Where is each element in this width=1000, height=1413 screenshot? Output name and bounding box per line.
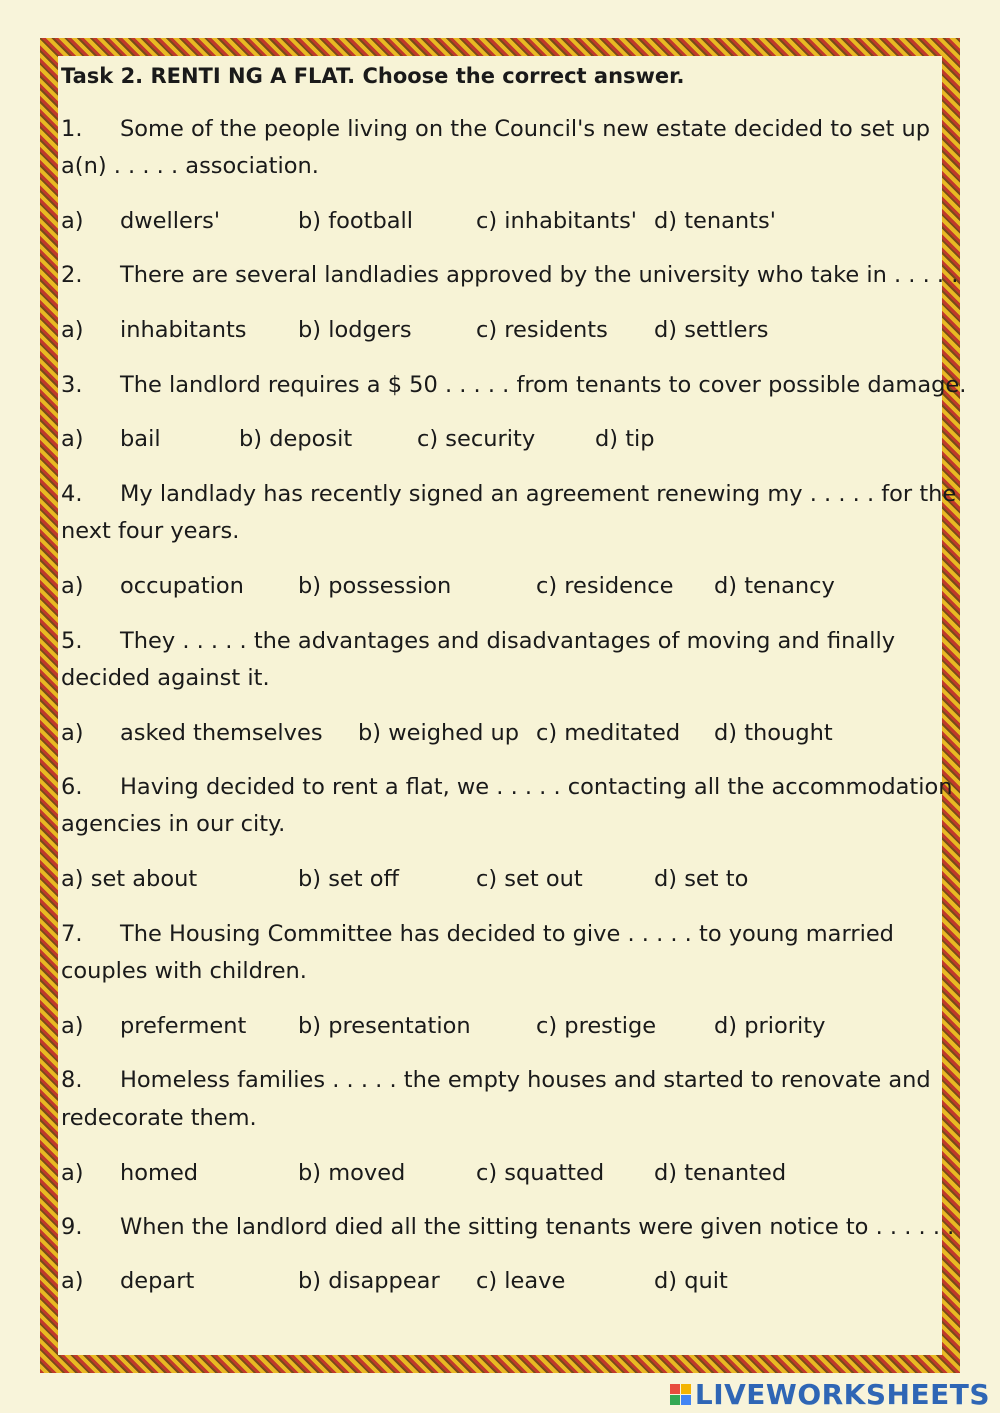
option-letter: a)	[61, 720, 84, 746]
option-d[interactable]: d) tip	[595, 426, 655, 452]
option-b[interactable]: b) disappear	[298, 1268, 440, 1294]
option-b[interactable]: b) football	[298, 208, 414, 234]
question-number: 9.	[61, 1214, 83, 1240]
question-7	[61, 921, 894, 947]
option-letter: a)	[61, 1013, 84, 1039]
option-c[interactable]: c) residents	[476, 317, 608, 343]
option-a[interactable]: asked themselves	[120, 720, 323, 746]
question-text: Some of the people living on the Council's new estate decided to set up	[120, 116, 931, 142]
question-number: 2.	[61, 262, 83, 288]
option-c[interactable]: c) prestige	[536, 1013, 657, 1039]
question-8-continued: redecorate them.	[61, 1105, 257, 1131]
question-number: 5.	[61, 628, 83, 654]
question-text: The landlord requires a $ 50 . . . . . from tenants to cover possible damage.	[120, 372, 967, 398]
option-a[interactable]: dwellers'	[120, 208, 221, 234]
question-6-continued: agencies in our city.	[61, 811, 286, 837]
option-a[interactable]: homed	[120, 1160, 199, 1186]
option-a[interactable]: bail	[120, 426, 161, 452]
option-c[interactable]: c) leave	[476, 1268, 566, 1294]
option-letter: a)	[61, 208, 84, 234]
option-letter: a)	[61, 1160, 84, 1186]
question-text: The Housing Committee has decided to give . . . . . to young married	[120, 921, 894, 947]
option-letter: a)	[61, 573, 84, 599]
option-c[interactable]: c) set out	[476, 866, 583, 892]
option-a[interactable]: depart	[120, 1268, 195, 1294]
option-b[interactable]: b) weighed up	[358, 720, 520, 746]
option-d[interactable]: d) priority	[714, 1013, 826, 1039]
option-a[interactable]: occupation	[120, 573, 244, 599]
option-d[interactable]: d) thought	[714, 720, 833, 746]
option-letter: a)	[61, 1268, 84, 1294]
logo-text: LIVEWORKSHEETS	[694, 1378, 990, 1411]
question-text: There are several landladies approved by the university who take in . . . . .	[120, 262, 959, 288]
question-number: 8.	[61, 1067, 83, 1093]
question-number: 3.	[61, 372, 83, 398]
question-number: 1.	[61, 116, 83, 142]
question-1-continued: a(n) . . . . . association.	[61, 153, 319, 179]
option-b[interactable]: b) lodgers	[298, 317, 412, 343]
question-text: My landlady has recently signed an agreement renewing my . . . . . for the	[120, 481, 957, 507]
question-number: 6.	[61, 774, 83, 800]
question-5-continued: decided against it.	[61, 665, 270, 691]
question-number: 4.	[61, 481, 83, 507]
question-text: Homeless families . . . . . the empty houses and started to renovate and	[120, 1067, 931, 1093]
worksheet-title: Task 2. RENTI NG A FLAT. Choose the correct answer.	[61, 64, 685, 88]
option-c[interactable]: c) security	[417, 426, 536, 452]
option-a[interactable]: preferment	[120, 1013, 247, 1039]
option-d[interactable]: d) set to	[654, 866, 749, 892]
option-c[interactable]: c) residence	[536, 573, 674, 599]
option-letter: a)	[61, 426, 84, 452]
option-a[interactable]: a) set about	[61, 866, 198, 892]
question-3	[61, 372, 966, 398]
option-b[interactable]: b) deposit	[239, 426, 353, 452]
liveworksheets-logo[interactable]	[670, 1378, 990, 1411]
option-c[interactable]: c) meditated	[536, 720, 681, 746]
logo-mark-icon	[670, 1384, 691, 1405]
option-b[interactable]: b) possession	[298, 573, 452, 599]
question-5	[61, 628, 895, 654]
option-d[interactable]: d) quit	[654, 1268, 728, 1294]
option-d[interactable]: d) settlers	[654, 317, 769, 343]
question-2	[61, 262, 958, 288]
option-d[interactable]: d) tenancy	[714, 573, 835, 599]
option-b[interactable]: b) presentation	[298, 1013, 471, 1039]
question-9	[61, 1214, 954, 1240]
option-c[interactable]: c) squatted	[476, 1160, 605, 1186]
question-text: Having decided to rent a flat, we . . . . . contacting all the accommodation	[120, 774, 953, 800]
question-1	[61, 116, 930, 142]
question-4	[61, 481, 956, 507]
question-4-continued: next four years.	[61, 518, 240, 544]
question-6	[61, 774, 953, 800]
question-text: When the landlord died all the sitting tenants were given notice to . . . . . .	[120, 1214, 955, 1240]
question-7-continued: couples with children.	[61, 958, 307, 984]
option-letter: a)	[61, 317, 84, 343]
option-c[interactable]: c) inhabitants'	[476, 208, 637, 234]
question-text: They . . . . . the advantages and disadvantages of moving and finally	[120, 628, 896, 654]
question-8	[61, 1067, 931, 1093]
option-a[interactable]: inhabitants	[120, 317, 247, 343]
option-d[interactable]: d) tenants'	[654, 208, 776, 234]
option-b[interactable]: b) moved	[298, 1160, 406, 1186]
option-d[interactable]: d) tenanted	[654, 1160, 787, 1186]
question-number: 7.	[61, 921, 83, 947]
option-b[interactable]: b) set off	[298, 866, 400, 892]
